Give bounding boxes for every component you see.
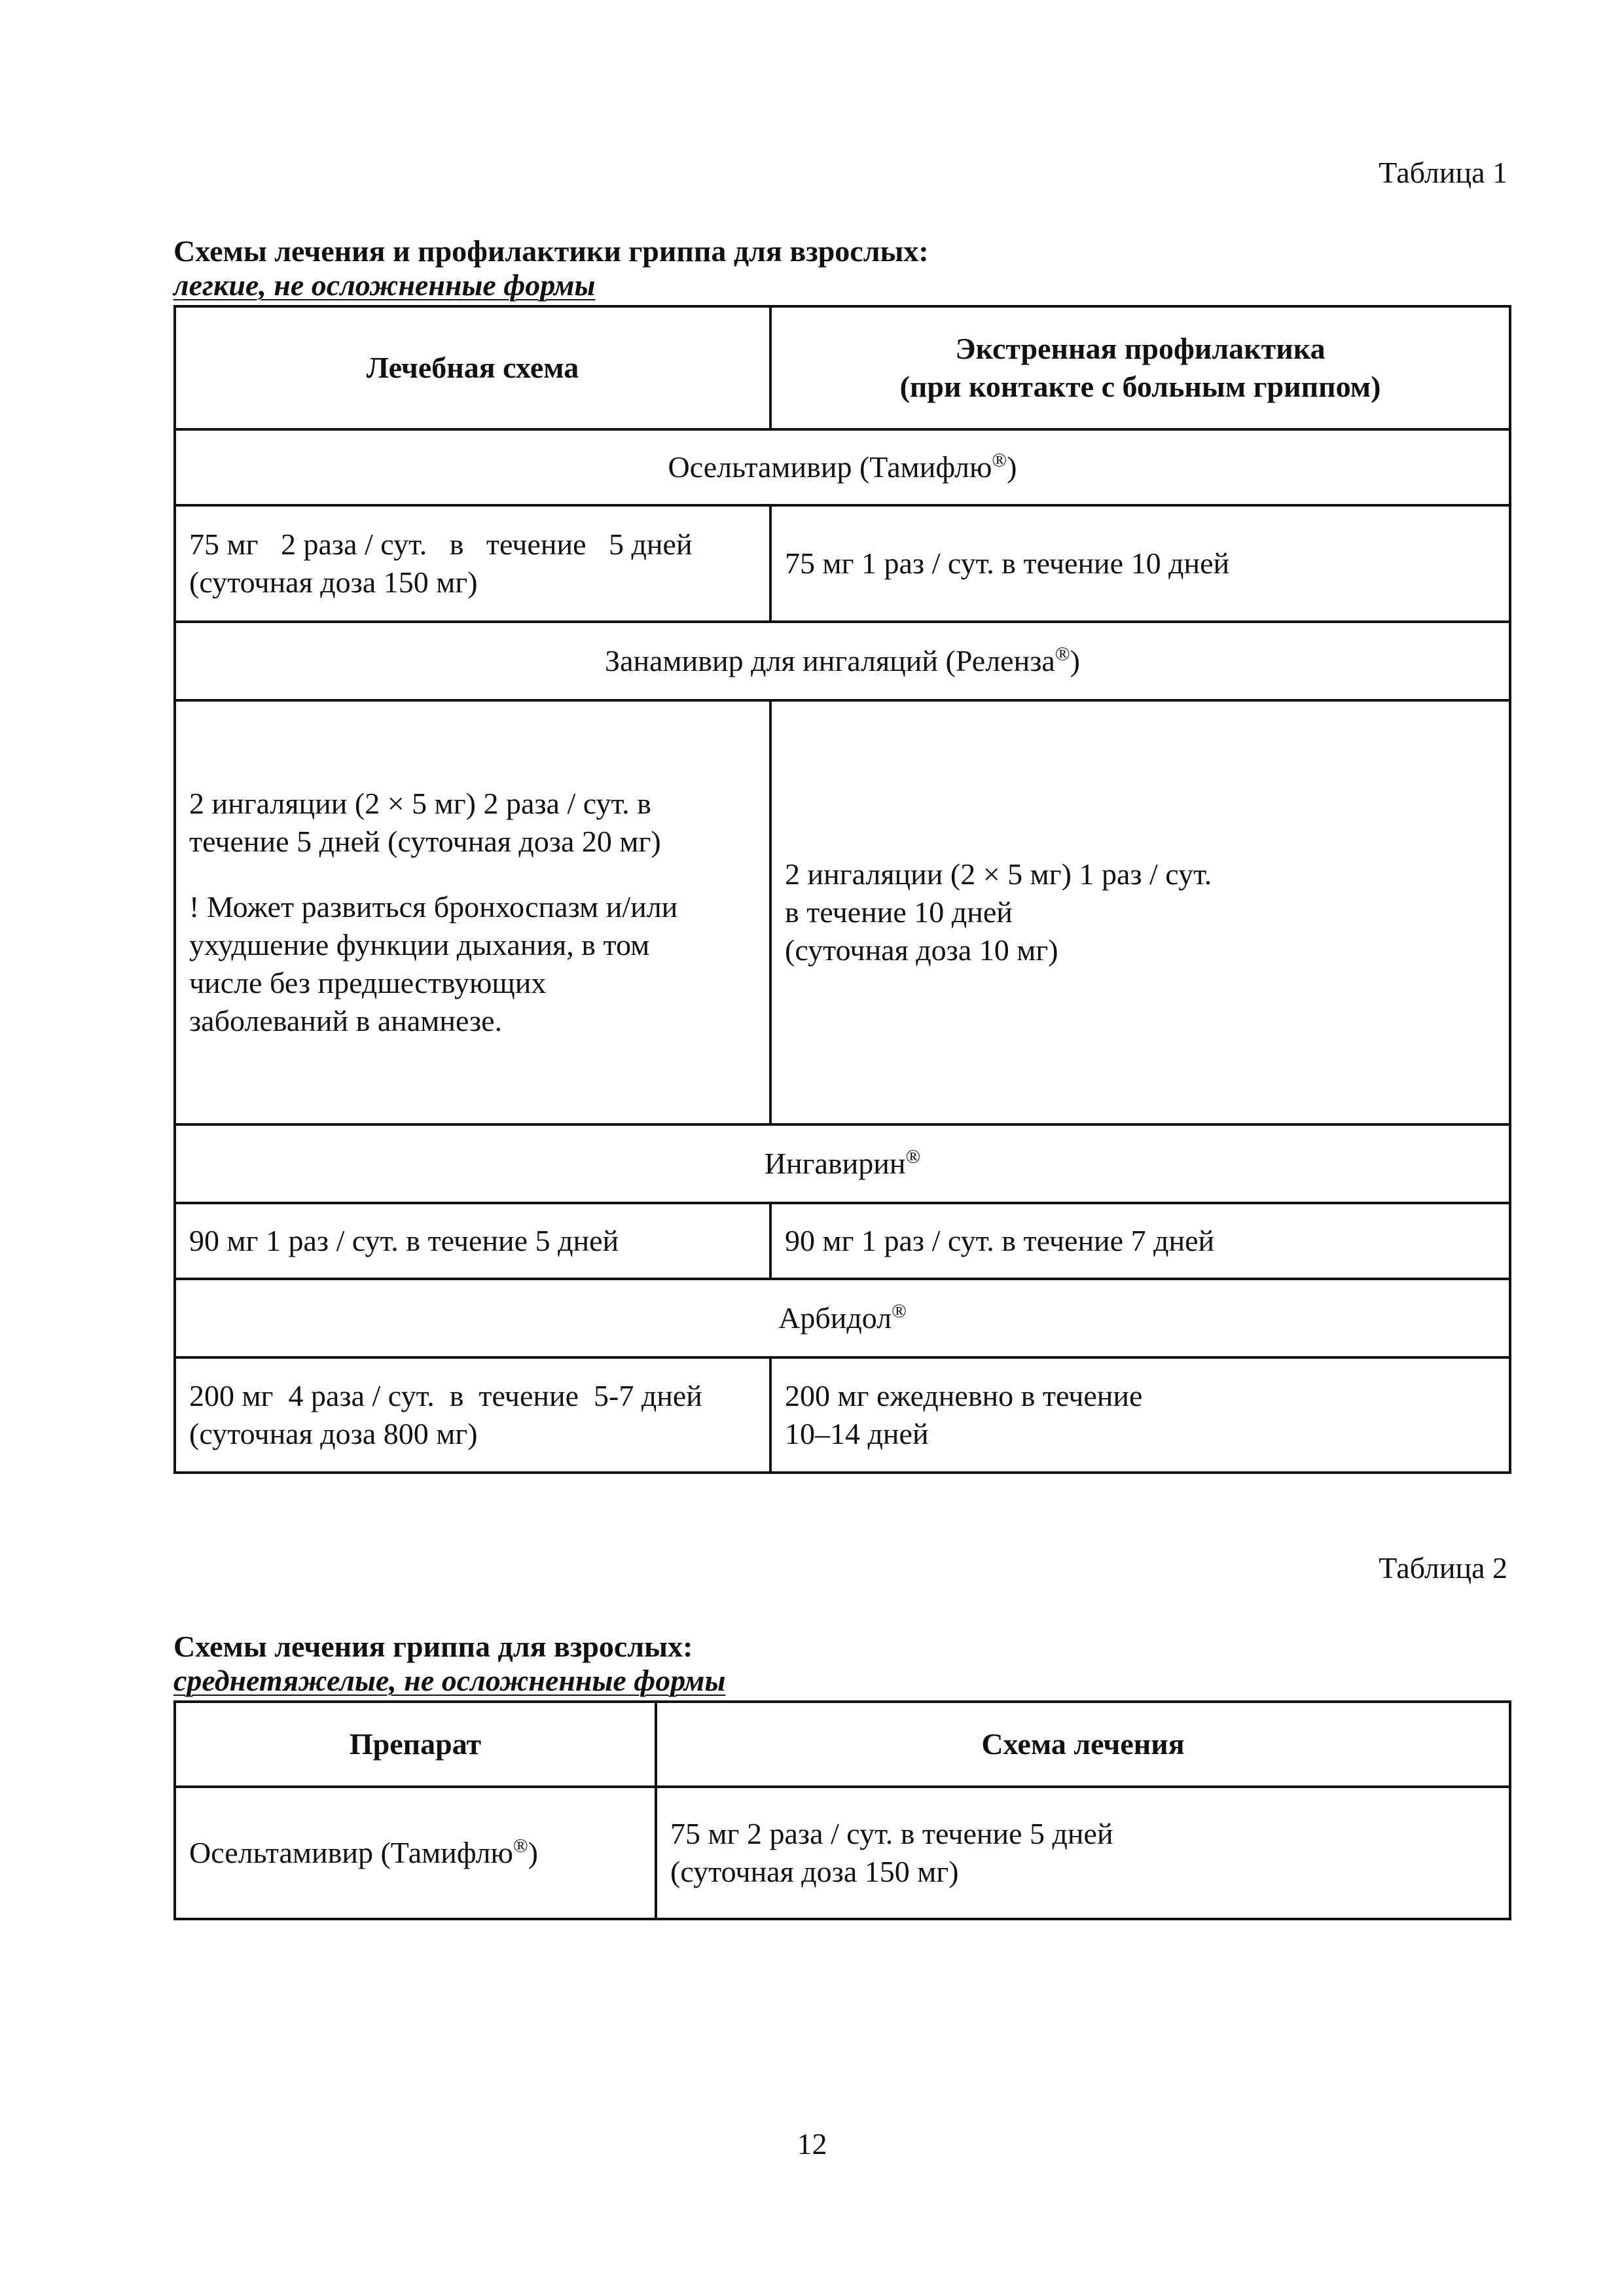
registered-mark: ® (905, 1145, 921, 1168)
table2-title: Схемы лечения гриппа для взрослых: (173, 1630, 693, 1663)
treatment-line: (суточная доза 150 мг) (189, 565, 478, 599)
treatment-cell (175, 1203, 770, 1279)
treatment-cell (175, 505, 770, 622)
drug-name-suffix: ) (528, 1836, 538, 1869)
drug-row-ingavirin (175, 1124, 1510, 1203)
table1 (173, 305, 1511, 1474)
treatment-line: 2 ингаляции (2 × 5 мг) 2 раза / сут. в (189, 787, 651, 820)
prophylaxis-line: 2 ингаляции (2 × 5 мг) 1 раз / сут. (785, 857, 1212, 891)
warning-line: заболеваний в анамнезе. (189, 1004, 503, 1037)
prophylaxis-cell (770, 1203, 1510, 1279)
treatment-line: 90 мг 1 раз / сут. в течение 5 дней (189, 1224, 619, 1257)
prophylaxis-line: 75 мг 1 раз / сут. в течение 10 дней (785, 547, 1230, 580)
treatment-cell (175, 700, 770, 1124)
registered-mark: ® (513, 1835, 528, 1857)
prophylaxis-cell (770, 1357, 1510, 1473)
page-number: 12 (797, 2127, 827, 2161)
prophylaxis-cell (770, 700, 1510, 1124)
header-treatment: Лечебная схема (175, 306, 770, 429)
warning-line: ! Может развиться бронхоспазм и/или (189, 890, 678, 924)
dose-row-arbidol (175, 1357, 1510, 1473)
drug-name: Ингавирин (764, 1147, 906, 1180)
table1-heading (173, 234, 929, 302)
header-scheme: Схема лечения (656, 1702, 1510, 1787)
table1-label: Таблица 1 (1379, 156, 1507, 189)
table2-label: Таблица 2 (1379, 1551, 1507, 1585)
treatment-cell (175, 1357, 770, 1473)
drug-name-suffix: ) (1070, 644, 1080, 677)
registered-mark: ® (892, 1300, 907, 1322)
table1-header-row (175, 306, 1510, 429)
treatment-line: течение 5 дней (суточная доза 20 мг) (189, 825, 661, 858)
drug-name: Осельтамивир (Тамифлю (668, 450, 992, 484)
prophylaxis-line: 200 мг ежедневно в течение (785, 1379, 1143, 1412)
scheme-cell (656, 1787, 1510, 1919)
drug-name-cell (175, 429, 1510, 505)
prophylaxis-cell (770, 505, 1510, 622)
dose-row-ingavirin (175, 1203, 1510, 1279)
table1-title: Схемы лечения и профилактики гриппа для взрослых: (173, 234, 929, 268)
registered-mark: ® (992, 449, 1007, 471)
header-drug: Препарат (175, 1702, 656, 1787)
treatment-line: 75 мг 2 раза / сут. в течение 5 дней (189, 528, 693, 561)
registered-mark: ® (1055, 643, 1070, 665)
drug-row-arbidol (175, 1279, 1510, 1357)
table-row (175, 1787, 1510, 1919)
warning-line: числе без предшествующих (189, 966, 547, 999)
prophylaxis-line: 90 мг 1 раз / сут. в течение 7 дней (785, 1224, 1215, 1257)
header-prophylaxis (770, 306, 1510, 429)
drug-name: Арбидол (778, 1301, 892, 1335)
scheme-line: (суточная доза 150 мг) (670, 1855, 959, 1888)
dose-row-zanamivir (175, 700, 1510, 1124)
prophylaxis-line: в течение 10 дней (785, 895, 1013, 929)
dose-row-oseltamivir (175, 505, 1510, 622)
table2-heading (173, 1630, 725, 1698)
drug-name-cell (175, 622, 1510, 700)
header-prophylaxis-line1: Экстренная профилактика (955, 332, 1326, 365)
drug-name: Осельтамивир (Тамифлю (189, 1836, 513, 1869)
table2-header-row (175, 1702, 1510, 1787)
drug-name-suffix: ) (1007, 450, 1017, 484)
prophylaxis-line: 10–14 дней (785, 1417, 929, 1450)
scheme-line: 75 мг 2 раза / сут. в течение 5 дней (670, 1817, 1113, 1850)
drug-name: Занамивир для ингаляций (Реленза (605, 644, 1055, 677)
table2-subtitle: среднетяжелые, не осложненные формы (173, 1664, 726, 1697)
header-prophylaxis-line2: (при контакте с больным гриппом) (899, 370, 1381, 403)
drug-name-cell (175, 1279, 1510, 1357)
treatment-line: 200 мг 4 раза / сут. в течение 5-7 дней (189, 1379, 702, 1412)
table2 (173, 1700, 1511, 1920)
table1-subtitle: легкие, не осложненные формы (173, 268, 596, 302)
treatment-line: (суточная доза 800 мг) (189, 1417, 478, 1450)
drug-row-zanamivir (175, 622, 1510, 700)
drug-name-cell (175, 1124, 1510, 1203)
drug-cell (175, 1787, 656, 1919)
drug-row-oseltamivir (175, 429, 1510, 505)
warning-line: ухудшение функции дыхания, в том (189, 928, 650, 961)
prophylaxis-line: (суточная доза 10 мг) (785, 933, 1058, 967)
